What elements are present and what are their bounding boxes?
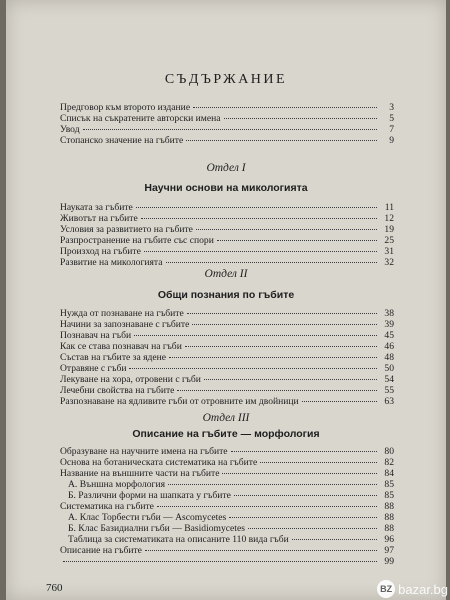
toc-entry: Състав на гъбите за ядене 48: [60, 352, 394, 363]
section-title: Описание на гъбите — морфология: [132, 428, 320, 440]
book-page: [6, 0, 446, 600]
toc-entry: Как се става познавач на гъби 46: [60, 341, 394, 352]
section-label: Отдел I: [206, 162, 246, 174]
toc-entry: Название на външните части на гъбите 84: [60, 468, 394, 479]
toc-entry: Развитие на микологията 32: [60, 257, 394, 268]
toc-entry: Б. Различни форми на шапката у гъбите 85: [68, 490, 394, 501]
toc-entry: А. Външна морфология 85: [68, 479, 394, 490]
toc-entry: Описание на гъбите 97: [60, 545, 394, 556]
toc-entry: Науката за гъбите 11: [60, 202, 394, 213]
toc-entry: Отравяне с гъби 50: [60, 363, 394, 374]
page-title: СЪДЪРЖАНИЕ: [164, 72, 288, 87]
toc-entry: Произход на гъбите 31: [60, 246, 394, 257]
toc-entry: Образуване на научните имена на гъбите 80: [60, 446, 394, 457]
toc-entry: Стопанско значение на гъбите 9: [60, 135, 394, 146]
section-label: Отдел III: [202, 412, 250, 424]
page-number: 760: [46, 582, 63, 594]
toc-entry: А. Клас Торбести гъби — Ascomycetes 88: [68, 512, 394, 523]
section-title: Общи познания по гъбите: [157, 289, 295, 301]
toc-entry: Списък на съкратените авторски имена 5: [60, 113, 394, 124]
toc-entry: 99: [60, 556, 394, 567]
toc-entry: Разпознаване на ядливите гъби от отровните им двойници 63: [60, 396, 394, 407]
toc-entry: Животът на гъбите 12: [60, 213, 394, 224]
toc-entry: Таблица за систематиката на описаните 110 вида гъби 96: [68, 534, 394, 545]
toc-entry: Познавач на гъби 45: [60, 330, 394, 341]
bazar-logo-icon: BZ: [377, 580, 395, 598]
toc-entry: Начини за запознаване с гъбите 39: [60, 319, 394, 330]
toc-entry: Условия за развитието на гъбите 19: [60, 224, 394, 235]
toc-entry: Увод 7: [60, 124, 394, 135]
toc-entry: Основа на ботаническата систематика на гъбите 82: [60, 457, 394, 468]
watermark: [377, 580, 448, 598]
watermark-text: bazar.bg: [398, 581, 448, 597]
section-label: Отдел II: [204, 268, 248, 280]
toc-entry: Систематика на гъбите 88: [60, 501, 394, 512]
toc-entry: Лекуване на хора, отровени с гъби 54: [60, 374, 394, 385]
toc-entry: Предговор към второто издание 3: [60, 102, 394, 113]
toc-entry: Разпространение на гъбите със спори 25: [60, 235, 394, 246]
toc-entry: Б. Клас Базидиални гъби — Basidiomycetes 88: [68, 523, 394, 534]
toc-entry: Лечебни свойства на гъбите 55: [60, 385, 394, 396]
section-title: Научни основи на микологията: [144, 182, 308, 194]
toc-entry: Нужда от познаване на гъбите 38: [60, 308, 394, 319]
